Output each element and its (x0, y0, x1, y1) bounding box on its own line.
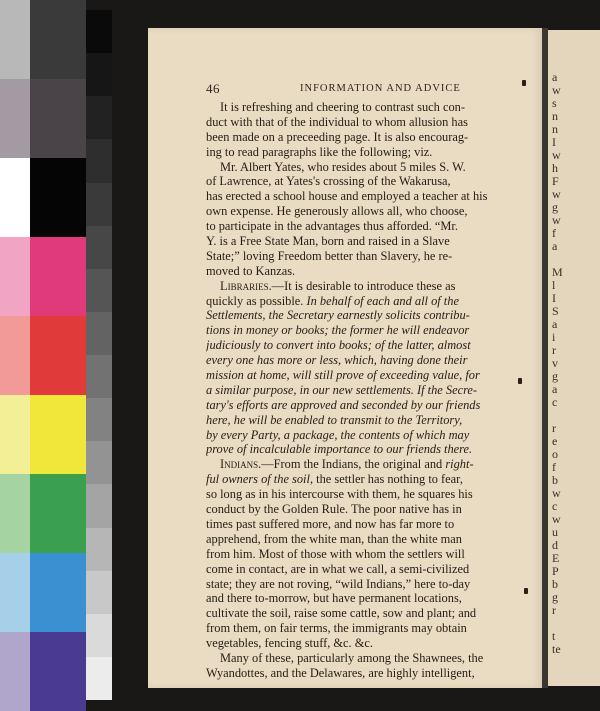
section-heading: Libraries. (220, 278, 272, 293)
text-run: judiciously to convert into books; of the latter, almost (206, 338, 471, 353)
text-line (206, 472, 526, 487)
text-line (206, 249, 526, 264)
text-run: Settlements, the Secretary earnestly solicits contribu- (206, 308, 470, 323)
text-line (206, 308, 526, 323)
text-line (206, 562, 526, 577)
text-line (206, 487, 526, 502)
text-run: been made on a preceeding page. It is also encourag- (206, 129, 469, 144)
facing-letter: M (552, 265, 563, 279)
text-run: prove of incalculable importance to our friends there. (206, 442, 473, 457)
text-run: every one has more or less, which, having done their (206, 353, 468, 368)
facing-letter: n (552, 109, 558, 123)
facing-letter: c (552, 499, 558, 513)
text-run: come in contact, are in what we call, a semi-civilized (206, 561, 470, 576)
facing-letter: I (552, 135, 556, 149)
color-swatch (0, 237, 30, 316)
text-line (206, 517, 526, 532)
text-line (206, 264, 526, 279)
facing-letter: F (552, 174, 559, 188)
text-line (206, 532, 526, 547)
facing-letter: g (552, 200, 558, 214)
text-run: —It is desirable to introduce these as (271, 278, 456, 293)
gray-step (86, 484, 112, 527)
text-run: a similar purpose, in our new settlements. If the Secre- (206, 382, 478, 397)
color-swatch (30, 632, 86, 711)
text-line (206, 413, 526, 428)
text-line (206, 353, 526, 368)
text-run: moved to Kanzas. (206, 263, 296, 278)
text-run: times past suffered more, and now has far more to (206, 516, 455, 531)
text-run: own expense. He generously allows all, who choose, (206, 204, 468, 219)
facing-letter: w (552, 148, 561, 162)
facing-letter: r (552, 421, 556, 435)
color-swatch (30, 0, 86, 79)
facing-letter: r (552, 603, 556, 617)
text-line (206, 145, 526, 160)
gray-step (86, 571, 112, 614)
facing-letter: f (552, 226, 556, 240)
facing-letter: g (552, 369, 558, 383)
text-line (206, 651, 526, 666)
facing-letter: w (552, 512, 561, 526)
text-line (206, 383, 526, 398)
text-line (206, 428, 526, 443)
text-line (206, 442, 526, 457)
text-run: and there to-morrow, but have permanent locations, (206, 591, 462, 606)
text-line (206, 502, 526, 517)
text-run: has erected a school house and employed a teacher at his (206, 189, 488, 204)
text-run: from him. Most of those with whom the settlers will (206, 546, 465, 561)
gray-step (86, 53, 112, 96)
section-heading: Indians. (220, 457, 262, 472)
facing-letter: o (552, 447, 558, 461)
color-swatch (0, 474, 30, 553)
text-line (206, 294, 526, 309)
text-line (206, 279, 526, 294)
text-run: Y. is a Free State Man, born and raised in a Slave (206, 234, 450, 249)
text-run: Wyandottes, and the Delawares, are highly intelligent, (206, 665, 475, 680)
facing-letter: E (552, 551, 560, 565)
text-run: —From the Indians, the original and (261, 457, 446, 472)
gray-step (86, 614, 112, 657)
text-line (206, 338, 526, 353)
text-line (206, 368, 526, 383)
facing-letter: l (552, 278, 556, 292)
color-swatch (30, 553, 86, 632)
page-number: 46 (206, 81, 220, 96)
ink-mark (522, 80, 526, 86)
color-swatch (30, 158, 86, 237)
text-line (206, 606, 526, 621)
facing-letter: w (552, 213, 561, 227)
gray-step (86, 269, 112, 312)
facing-letter: r (552, 343, 556, 357)
facing-letter: w (552, 83, 561, 97)
gray-step (86, 398, 112, 441)
text-line (206, 189, 526, 204)
text-line (206, 636, 526, 651)
color-swatch (30, 79, 86, 158)
running-head: INFORMATION AND ADVICE (300, 83, 461, 94)
text-run: so long as in his intercourse with them, he squares his (206, 487, 473, 502)
text-line (206, 323, 526, 338)
gray-step (86, 355, 112, 398)
ink-mark (518, 378, 522, 384)
text-line (206, 219, 526, 234)
color-swatch (0, 0, 30, 79)
facing-letter: b (552, 577, 558, 591)
color-swatch (30, 237, 86, 316)
text-run: conduct by the Golden Rule. The poor native has in (206, 502, 462, 517)
text-line (206, 115, 526, 130)
gray-step (86, 657, 112, 700)
color-swatch (30, 395, 86, 474)
text-line (206, 174, 526, 189)
facing-letter: a (552, 70, 558, 84)
text-run: right- (445, 457, 474, 472)
gray-step (86, 183, 112, 226)
facing-letter: t (552, 629, 556, 643)
gray-step (86, 96, 112, 139)
color-swatch (30, 474, 86, 553)
color-swatch (0, 632, 30, 711)
color-swatch (30, 316, 86, 395)
text-line (206, 621, 526, 636)
facing-letter: d (552, 538, 558, 552)
text-line (206, 398, 526, 413)
facing-letter: h (552, 161, 558, 175)
text-run: quickly as possible. (206, 293, 307, 308)
gray-step (86, 441, 112, 484)
color-swatch (0, 553, 30, 632)
text-run: ing to read paragraphs like the following; viz. (206, 144, 433, 159)
text-run: tary's efforts are approved and seconded by our friends (206, 397, 481, 412)
gray-step (86, 10, 112, 53)
facing-letter: v (552, 356, 558, 370)
facing-letter: S (552, 304, 559, 318)
text-line (206, 547, 526, 562)
facing-letter: n (552, 122, 558, 136)
text-line (206, 234, 526, 249)
text-run: State;” loving Freedom better than Slavery, he re- (206, 248, 453, 263)
text-run: ful owners of the soil, (206, 472, 314, 487)
text-run: mission at home, will still prove of exceeding value, for (206, 368, 480, 383)
page-text (206, 100, 526, 681)
text-run: by every Party, a package, the contents of which may (206, 427, 470, 442)
text-line (206, 160, 526, 175)
text-run: tions in money or books; the former he will endeavor (206, 323, 470, 338)
gray-step (86, 139, 112, 182)
text-run: to participate in the advantages thus afforded. “Mr. (206, 219, 458, 234)
facing-letter: e (552, 434, 558, 448)
text-line (206, 577, 526, 592)
text-line (206, 591, 526, 606)
text-run: state; they are not roving, “wild Indians,” here to-day (206, 576, 471, 591)
text-run: from them, on fair terms, the immigrants may obtain (206, 621, 467, 636)
color-calibration-card (0, 0, 86, 711)
text-run: here, he will be enabled to transmit to the Territory, (206, 412, 463, 427)
facing-letter: I (552, 291, 556, 305)
color-swatch (0, 79, 30, 158)
text-line (206, 204, 526, 219)
facing-letter (552, 616, 600, 629)
text-run: Mr. Albert Yates, who resides about 5 miles S. W. (220, 159, 466, 174)
facing-letter (552, 252, 600, 265)
facing-letter: a (552, 317, 558, 331)
text-run: duct with that of the individual to whom allusion has (206, 114, 468, 129)
facing-letter: w (552, 187, 561, 201)
gray-step (86, 226, 112, 269)
text-line (206, 100, 526, 115)
text-run: Many of these, particularly among the Shawnees, the (220, 650, 484, 665)
text-run: the settler has nothing to fear, (313, 472, 463, 487)
gray-step (86, 528, 112, 571)
facing-letter: a (552, 239, 558, 253)
facing-letter: i (552, 330, 556, 344)
facing-letter (552, 408, 600, 421)
facing-page-letters (552, 70, 600, 655)
facing-letter: u (552, 525, 558, 539)
facing-letter: s (552, 96, 557, 110)
facing-letter: c (552, 395, 558, 409)
color-swatch (0, 395, 30, 474)
color-swatch (0, 316, 30, 395)
text-run: apprehend, from the white man, than the white man (206, 531, 462, 546)
color-swatch (0, 158, 30, 237)
text-line (206, 457, 526, 472)
text-run: cultivate the soil, raise some cattle, sow and plant; and (206, 606, 477, 621)
facing-letter: P (552, 564, 559, 578)
facing-letter: g (552, 590, 558, 604)
page-header (206, 81, 526, 97)
facing-letter: b (552, 473, 558, 487)
book-page (148, 28, 542, 688)
gray-step (86, 312, 112, 355)
ink-mark (524, 588, 528, 594)
text-run: of Lawrence, at Yates's crossing of the Wakarusa, (206, 174, 451, 189)
text-line (206, 666, 526, 681)
text-run: vegetables, fencing stuff, &c. &c. (206, 636, 373, 651)
text-run: It is refreshing and cheering to contrast such con- (220, 100, 465, 114)
text-line (206, 130, 526, 145)
facing-page-edge (548, 30, 600, 686)
text-run: In behalf of each and all of the (306, 293, 459, 308)
facing-letter: te (552, 642, 561, 656)
facing-letter: w (552, 486, 561, 500)
facing-letter: a (552, 382, 558, 396)
facing-letter: f (552, 460, 556, 474)
